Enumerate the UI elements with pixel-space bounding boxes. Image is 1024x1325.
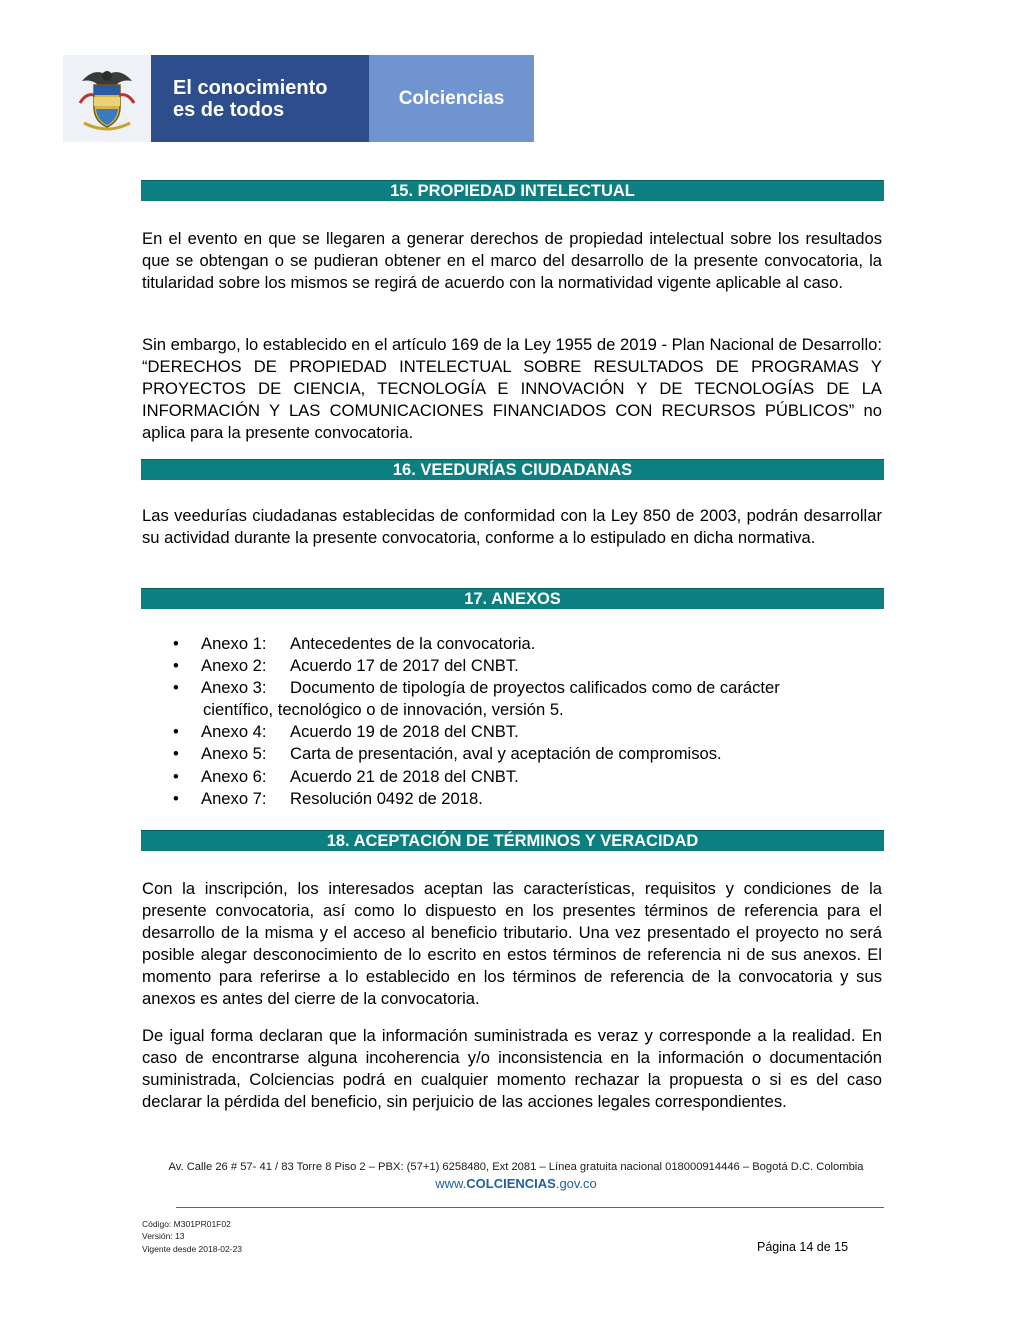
website-main: COLCIENCIAS (466, 1176, 556, 1191)
section-title-16: 16. VEEDURÍAS CIUDADANAS (141, 459, 884, 480)
list-item (142, 743, 882, 765)
list-item (142, 633, 882, 655)
annex-number: Anexo 1: (201, 634, 267, 653)
list-item (142, 677, 882, 721)
annex-number: Anexo 7: (201, 788, 267, 808)
annex-number: Anexo 5: (201, 744, 267, 764)
slogan-line-1: El conocimiento (173, 76, 328, 99)
bullet-icon: • (173, 744, 179, 764)
paragraph-15-1: En el evento en que se llegaren a generar derechos de propiedad intelectual sobre los resultados que se obtengan o se pudieran obtener en el marco del desarrollo de la presente convocatoria, la titularidad sobre los mismos se regirá de acuerdo con la normatividad vigente aplicable al caso. (142, 229, 882, 292)
document-version: Versión: 13 (142, 1231, 185, 1241)
list-item (142, 655, 882, 677)
annex-text: Carta de presentación, aval y aceptación de compromisos. (290, 744, 722, 764)
bullet-icon: • (173, 788, 179, 808)
document-valid-since: Vigente desde 2018-02-23 (142, 1244, 243, 1254)
bullet-icon: • (173, 678, 179, 698)
paragraph-18-1: Con la inscripción, los interesados aceptan las características, requisitos y condiciones de la presente convocatoria, así como lo dispuesto en los presentes términos de referencia para el desarrollo de la misma y el acceso al beneficio tributario. Una vez presentado el proyecto no será posible alegar desconocimiento de lo escrito en estos términos de referencia ni de sus anexos. El momento para referirse a lo establecido en los términos de referencia de la convocatoria y sus anexos es antes del cierre de la convocatoria. (142, 879, 882, 1008)
list-item (142, 766, 882, 788)
annex-text-continued: científico, tecnológico o de innovación, versión 5. (203, 700, 564, 720)
footer-address: Av. Calle 26 # 57- 41 / 83 Torre 8 Piso 2 – PBX: (57+1) 6258480, Ext 2081 – Línea gratuita nacional 018000914446 – Bogotá D.C. Colombia (168, 1161, 864, 1173)
footer-divider (176, 1207, 884, 1208)
section-title-15: 15. PROPIEDAD INTELECTUAL (141, 180, 884, 201)
annex-text: Acuerdo 19 de 2018 del CNBT. (290, 722, 519, 742)
slogan-line-2: es de todos (173, 98, 285, 121)
page-number: Página 14 de 15 (757, 1240, 849, 1254)
annex-number: Anexo 2: (201, 656, 267, 676)
paragraph-15-2: Sin embargo, lo establecido en el artículo 169 de la Ley 1955 de 2019 - Plan Nacional de Desarrollo: “DERECHOS DE PROPIEDAD INTELECTUAL SOBRE RESULTADOS DE PROGRAMAS Y PROYECTOS DE CIENCIA, TECNOLOGÍA E INNOVACIÓN Y DE TECNOLOGÍAS DE LA INFORMACIÓN Y LAS COMUNICACIONES FINANCIADOS CON RECURSOS PÚBLICOS” no aplica para la presente convocatoria. (142, 335, 882, 442)
annex-text: Antecedentes de la convocatoria. (290, 634, 536, 653)
header-banner (63, 55, 534, 142)
annex-text: Acuerdo 21 de 2018 del CNBT. (290, 766, 519, 786)
bullet-icon: • (173, 656, 179, 676)
list-item (142, 788, 882, 810)
section-title-17: 17. ANEXOS (141, 588, 884, 609)
annex-number: Anexo 3: (201, 678, 267, 698)
document-code: Código: M301PR01F02 (142, 1219, 231, 1229)
paragraph-18-2: De igual forma declaran que la información suministrada es veraz y corresponde a la realidad. En caso de encontrarse alguna incoherencia y/o inconsistencia en la información o documentación suministrada, Colciencias podrá en cualquier momento rechazar la propuesta o si es del caso declarar la pérdida del beneficio, sin perjuicio de las acciones legales correspondientes. (142, 1026, 882, 1111)
coat-of-arms-icon (63, 55, 151, 142)
brand-name: Colciencias (369, 55, 534, 142)
website-suffix: .gov.co (555, 1176, 597, 1191)
paragraph-16-1: Las veedurías ciudadanas establecidas de conformidad con la Ley 850 de 2003, podrán desarrollar su actividad durante la presente convocatoria, conforme a lo estipulado en dicha normativa. (142, 506, 882, 547)
footer-website-link[interactable] (160, 1176, 872, 1191)
bullet-icon: • (173, 722, 179, 742)
website-prefix: www. (435, 1176, 467, 1191)
annex-number: Anexo 4: (201, 722, 267, 742)
list-item (142, 721, 882, 743)
slogan (151, 55, 369, 142)
annex-text: Resolución 0492 de 2018. (290, 788, 483, 808)
annex-text: Documento de tipología de proyectos calificados como de carácter (290, 678, 780, 698)
annex-number: Anexo 6: (201, 766, 267, 786)
section-title-18: 18. ACEPTACIÓN DE TÉRMINOS Y VERACIDAD (141, 830, 884, 851)
bullet-icon: • (173, 766, 179, 786)
bullet-icon: • (173, 634, 179, 653)
annex-text: Acuerdo 17 de 2017 del CNBT. (290, 656, 519, 676)
annex-list (142, 633, 882, 810)
